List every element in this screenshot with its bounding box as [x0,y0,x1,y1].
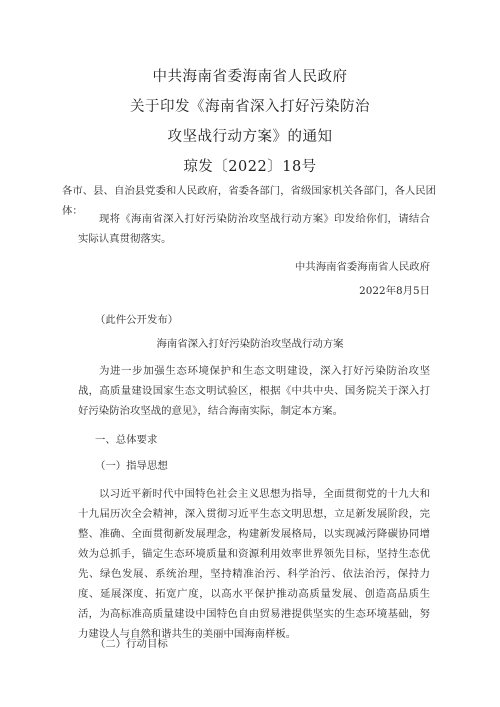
issuer-title: 中共海南省委海南省人民政府 [152,69,348,85]
notice-title-line-2: 攻坚战行动方案》的通知 [167,129,333,145]
guiding-paragraph: 以习近平新时代中国特色社会主义思想为指导，全面贯彻党的十九大和十九届历次全会精神，深入贯彻习近平生态文明思想，立足新发展阶段，完整、准确、全面贯彻新发展理念，构建新发展格局，以实现减污降碳协同增效为总抓手，锚定生态环境质量和资源利用效率世界领先目标，坚持生态优先、绿色发展、系统治理，坚持精准治污、科学治污、依法治污，保持力度、延展深度、拓宽广度，以高水平保护推动高质量发展、创造高品质生活，为高标准高质量建设中国特色自由贸易港提供坚实的生态环境基础，努力建设人与自然和谐共生的美丽中国海南样板。 [78,488,430,640]
addressee-line: 各市、县、自治县党委和人民政府，省委各部门，省级国家机关各部门，各人民团体： [62,185,437,217]
subsection-heading-2: （二）行动目标 [95,638,168,650]
document-header [0,62,500,182]
signature-org: 中共海南省委海南省人民政府 [294,261,430,273]
intro-paragraph: 为进一步加强生态环境保护和生态文明建设，深入打好污染防治攻坚战，高质量建设国家生态文明试验区，根据《中共中央、国务院关于深入打好污染防治攻坚战的意见》，结合海南实际，制定本方案。 [78,365,430,417]
publish-note: （此件公开发布） [95,314,179,326]
notice-paragraph: 现将《海南省深入打好污染防治攻坚战行动方案》印发给你们，请结合实际认真贯彻落实。 [78,213,430,245]
document-number: 琼发〔2022〕18号 [183,159,317,175]
notice-title-line-1: 关于印发《海南省深入打好污染防治 [130,99,370,115]
signature-date: 2022年8月5日 [359,285,430,297]
subsection-heading-1: （一）指导思想 [95,460,168,472]
plan-title: 海南省深入打好污染防治攻坚战行动方案 [156,338,344,350]
section-heading-1: 一、总体要求 [95,434,158,446]
